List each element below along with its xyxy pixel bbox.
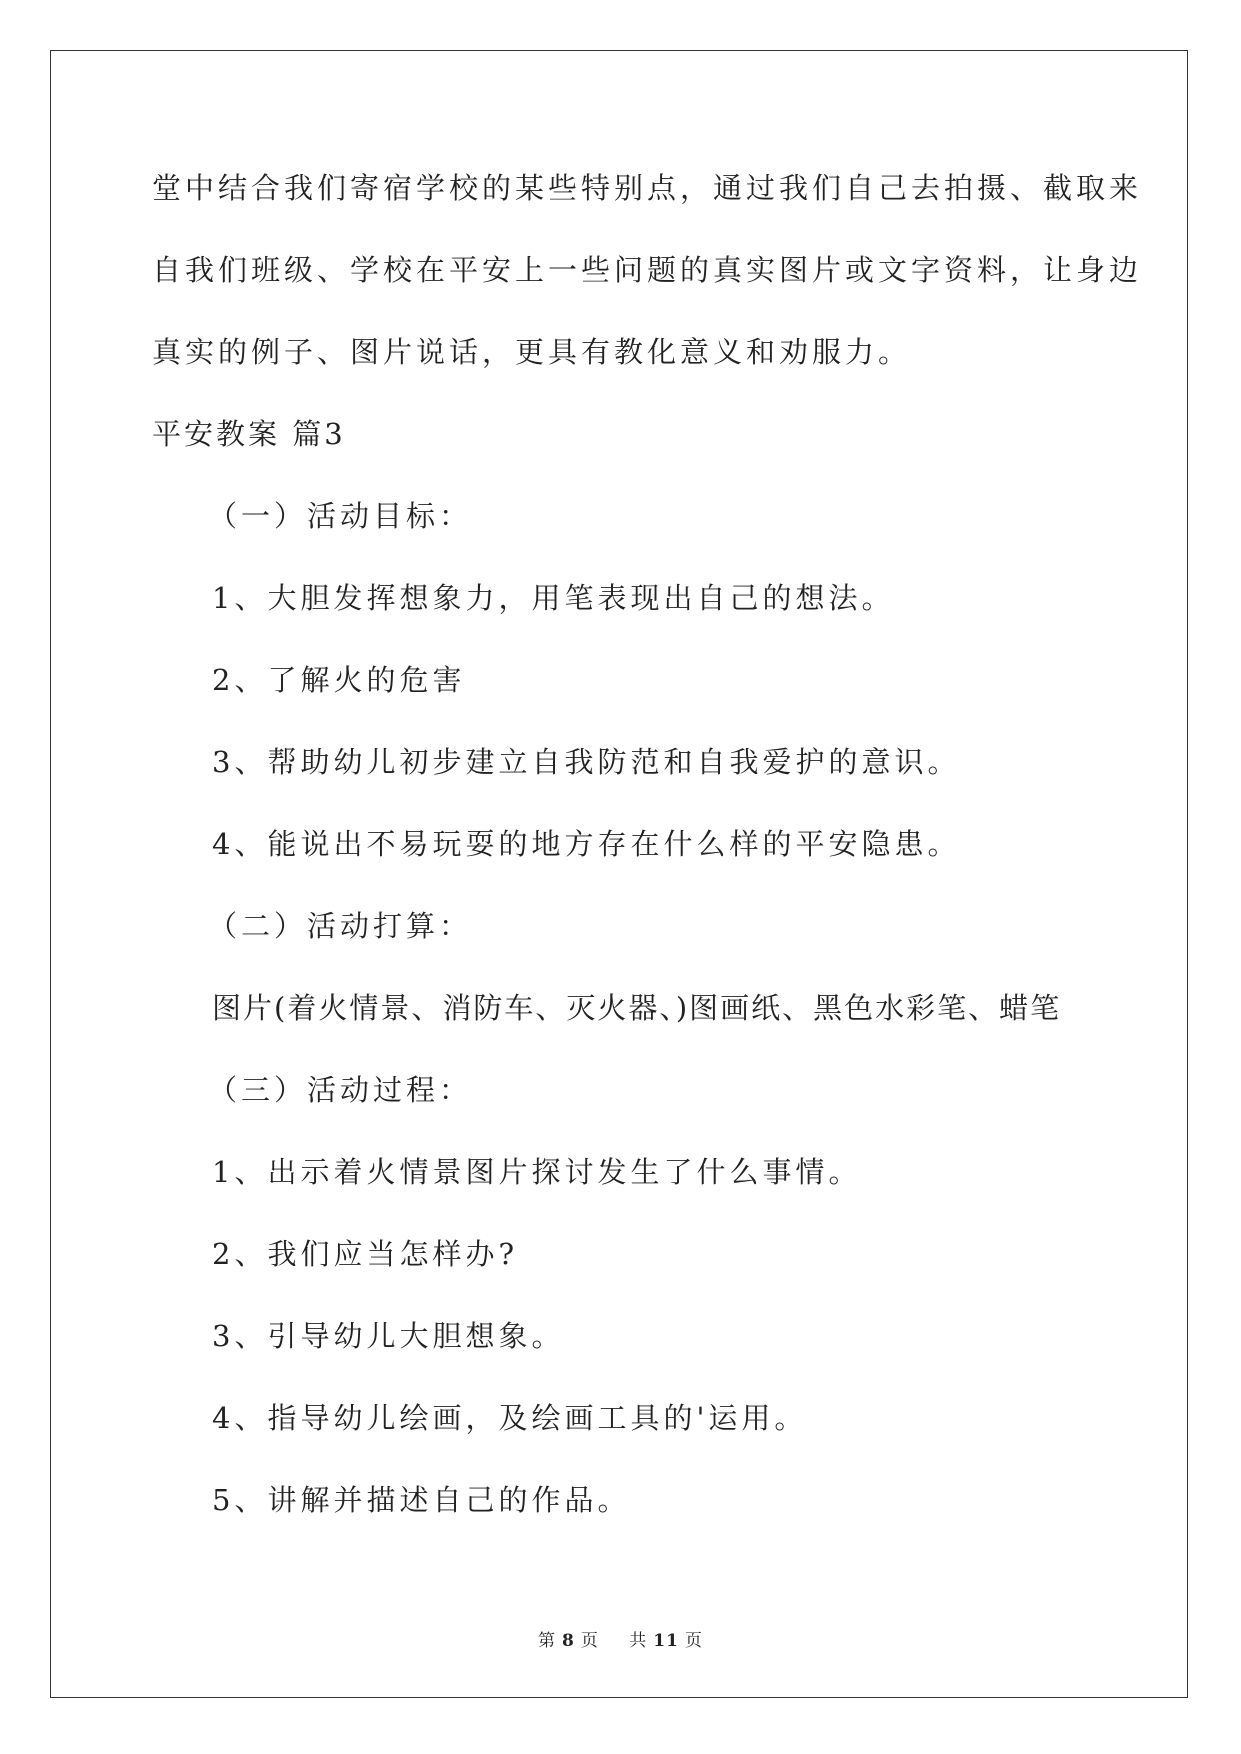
process-item: 3、引导幼儿大胆想象。: [212, 1319, 565, 1353]
page-footer: [0, 1626, 1241, 1651]
page-border: [50, 50, 1188, 1698]
page-label-suffix: 页: [580, 1631, 599, 1651]
page-number: 8: [562, 1631, 575, 1651]
paragraph-line: 堂中结合我们寄宿学校的某些特别点，通过我们自己去拍摄、截取来: [152, 171, 1143, 205]
paragraph-line: 自我们班级、学校在平安上一些问题的真实图片或文字资料，让身边: [152, 253, 1143, 287]
prep-text: 图片(着火情景、消防车、灭火器、)图画纸、黑色水彩笔、蜡笔: [212, 991, 1062, 1025]
total-prefix: 共: [629, 1631, 648, 1651]
section-title: 平安教案 篇3: [152, 417, 346, 451]
process-item: 2、我们应当怎样办?: [212, 1237, 518, 1271]
process-item: 1、出示着火情景图片探讨发生了什么事情。: [212, 1155, 862, 1189]
prep-heading: （二）活动打算：: [208, 909, 473, 943]
process-item: 5、讲解并描述自己的作品。: [212, 1483, 631, 1517]
total-pages: 11: [653, 1631, 679, 1651]
goal-item: 3、帮助幼儿初步建立自我防范和自我爱护的意识。: [212, 745, 961, 779]
process-heading: （三）活动过程：: [208, 1073, 473, 1107]
goals-heading: （一）活动目标：: [208, 499, 473, 533]
goal-item: 4、能说出不易玩耍的地方存在什么样的平安隐患。: [212, 827, 961, 861]
page-indicator: [532, 1631, 605, 1651]
process-item: 4、指导幼儿绘画，及绘画工具的'运用。: [212, 1401, 808, 1435]
paragraph-line: 真实的例子、图片说话，更具有教化意义和劝服力。: [152, 335, 912, 369]
total-suffix: 页: [684, 1631, 703, 1651]
goal-item: 2、了解火的危害: [212, 663, 466, 697]
goal-item: 1、大胆发挥想象力，用笔表现出自己的想法。: [212, 581, 895, 615]
page-label-prefix: 第: [538, 1631, 557, 1651]
total-indicator: [623, 1631, 709, 1651]
